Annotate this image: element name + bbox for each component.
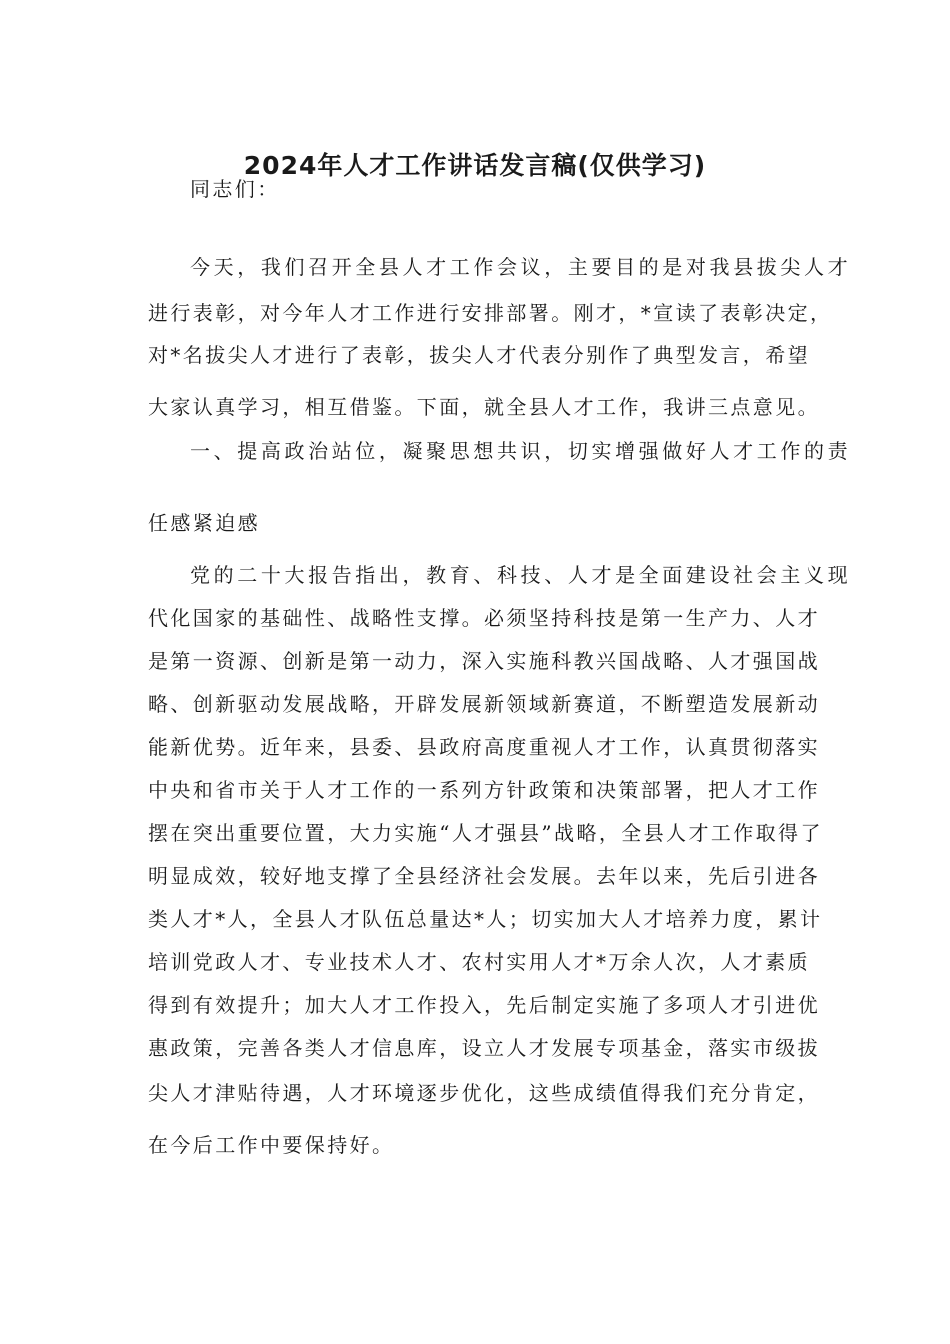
document-title: 2024年人才工作讲话发言稿(仅供学习)	[243, 151, 707, 180]
paragraph-3-line-3: 是第一资源、创新是第一动力，深入实施科教兴国战略、人才强国战	[148, 649, 820, 673]
section-heading-1-line-1: 一、提高政治站位，凝聚思想共识，切实增强做好人才工作的责	[190, 439, 850, 463]
paragraph-3-line-12: 惠政策，完善各类人才信息库，设立人才发展专项基金，落实市级拔	[148, 1036, 820, 1060]
paragraph-3-line-8: 明显成效，较好地支撑了全县经济社会发展。去年以来，先后引进各	[148, 864, 820, 888]
salutation: 同志们：	[190, 177, 280, 201]
paragraph-3-line-6: 中央和省市关于人才工作的一系列方针政策和决策部署，把人才工作	[148, 778, 820, 802]
paragraph-3-line-13: 尖人才津贴待遇，人才环境逐步优化，这些成绩值得我们充分肯定，	[148, 1081, 820, 1105]
paragraph-3-line-4: 略、创新驱动发展战略，开辟发展新领域新赛道，不断塑造发展新动	[148, 692, 820, 716]
section-heading-1-line-2: 任感紧迫感	[148, 511, 260, 535]
paragraph-3-line-10: 培训党政人才、专业技术人才、农村实用人才*万余人次，人才素质	[148, 950, 810, 974]
paragraph-3-line-1: 党的二十大报告指出，教育、科技、人才是全面建设社会主义现	[190, 563, 850, 587]
paragraph-3-line-5: 能新优势。近年来，县委、县政府高度重视人才工作，认真贯彻落实	[148, 735, 820, 759]
paragraph-1-line-3: 对*名拔尖人才进行了表彰，拔尖人才代表分别作了典型发言，希望	[148, 343, 810, 367]
paragraph-3-line-7: 摆在突出重要位置，大力实施“人才强县”战略，全县人才工作取得了	[148, 821, 823, 845]
paragraph-1-line-2: 进行表彰，对今年人才工作进行安排部署。刚才，*宣读了表彰决定，	[148, 301, 833, 325]
paragraph-3-line-14: 在今后工作中要保持好。	[148, 1133, 395, 1157]
paragraph-1-line-1: 今天，我们召开全县人才工作会议，主要目的是对我县拔尖人才	[190, 255, 850, 279]
paragraph-3-line-11: 得到有效提升；加大人才工作投入，先后制定实施了多项人才引进优	[148, 993, 820, 1017]
paragraph-3-line-2: 代化国家的基础性、战略性支撑。必须坚持科技是第一生产力、人才	[148, 606, 820, 630]
paragraph-1-line-4: 大家认真学习，相互借鉴。下面，就全县人才工作，我讲三点意见。	[148, 395, 820, 419]
paragraph-3-line-9: 类人才*人，全县人才队伍总量达*人；切实加大人才培养力度，累计	[148, 907, 823, 931]
